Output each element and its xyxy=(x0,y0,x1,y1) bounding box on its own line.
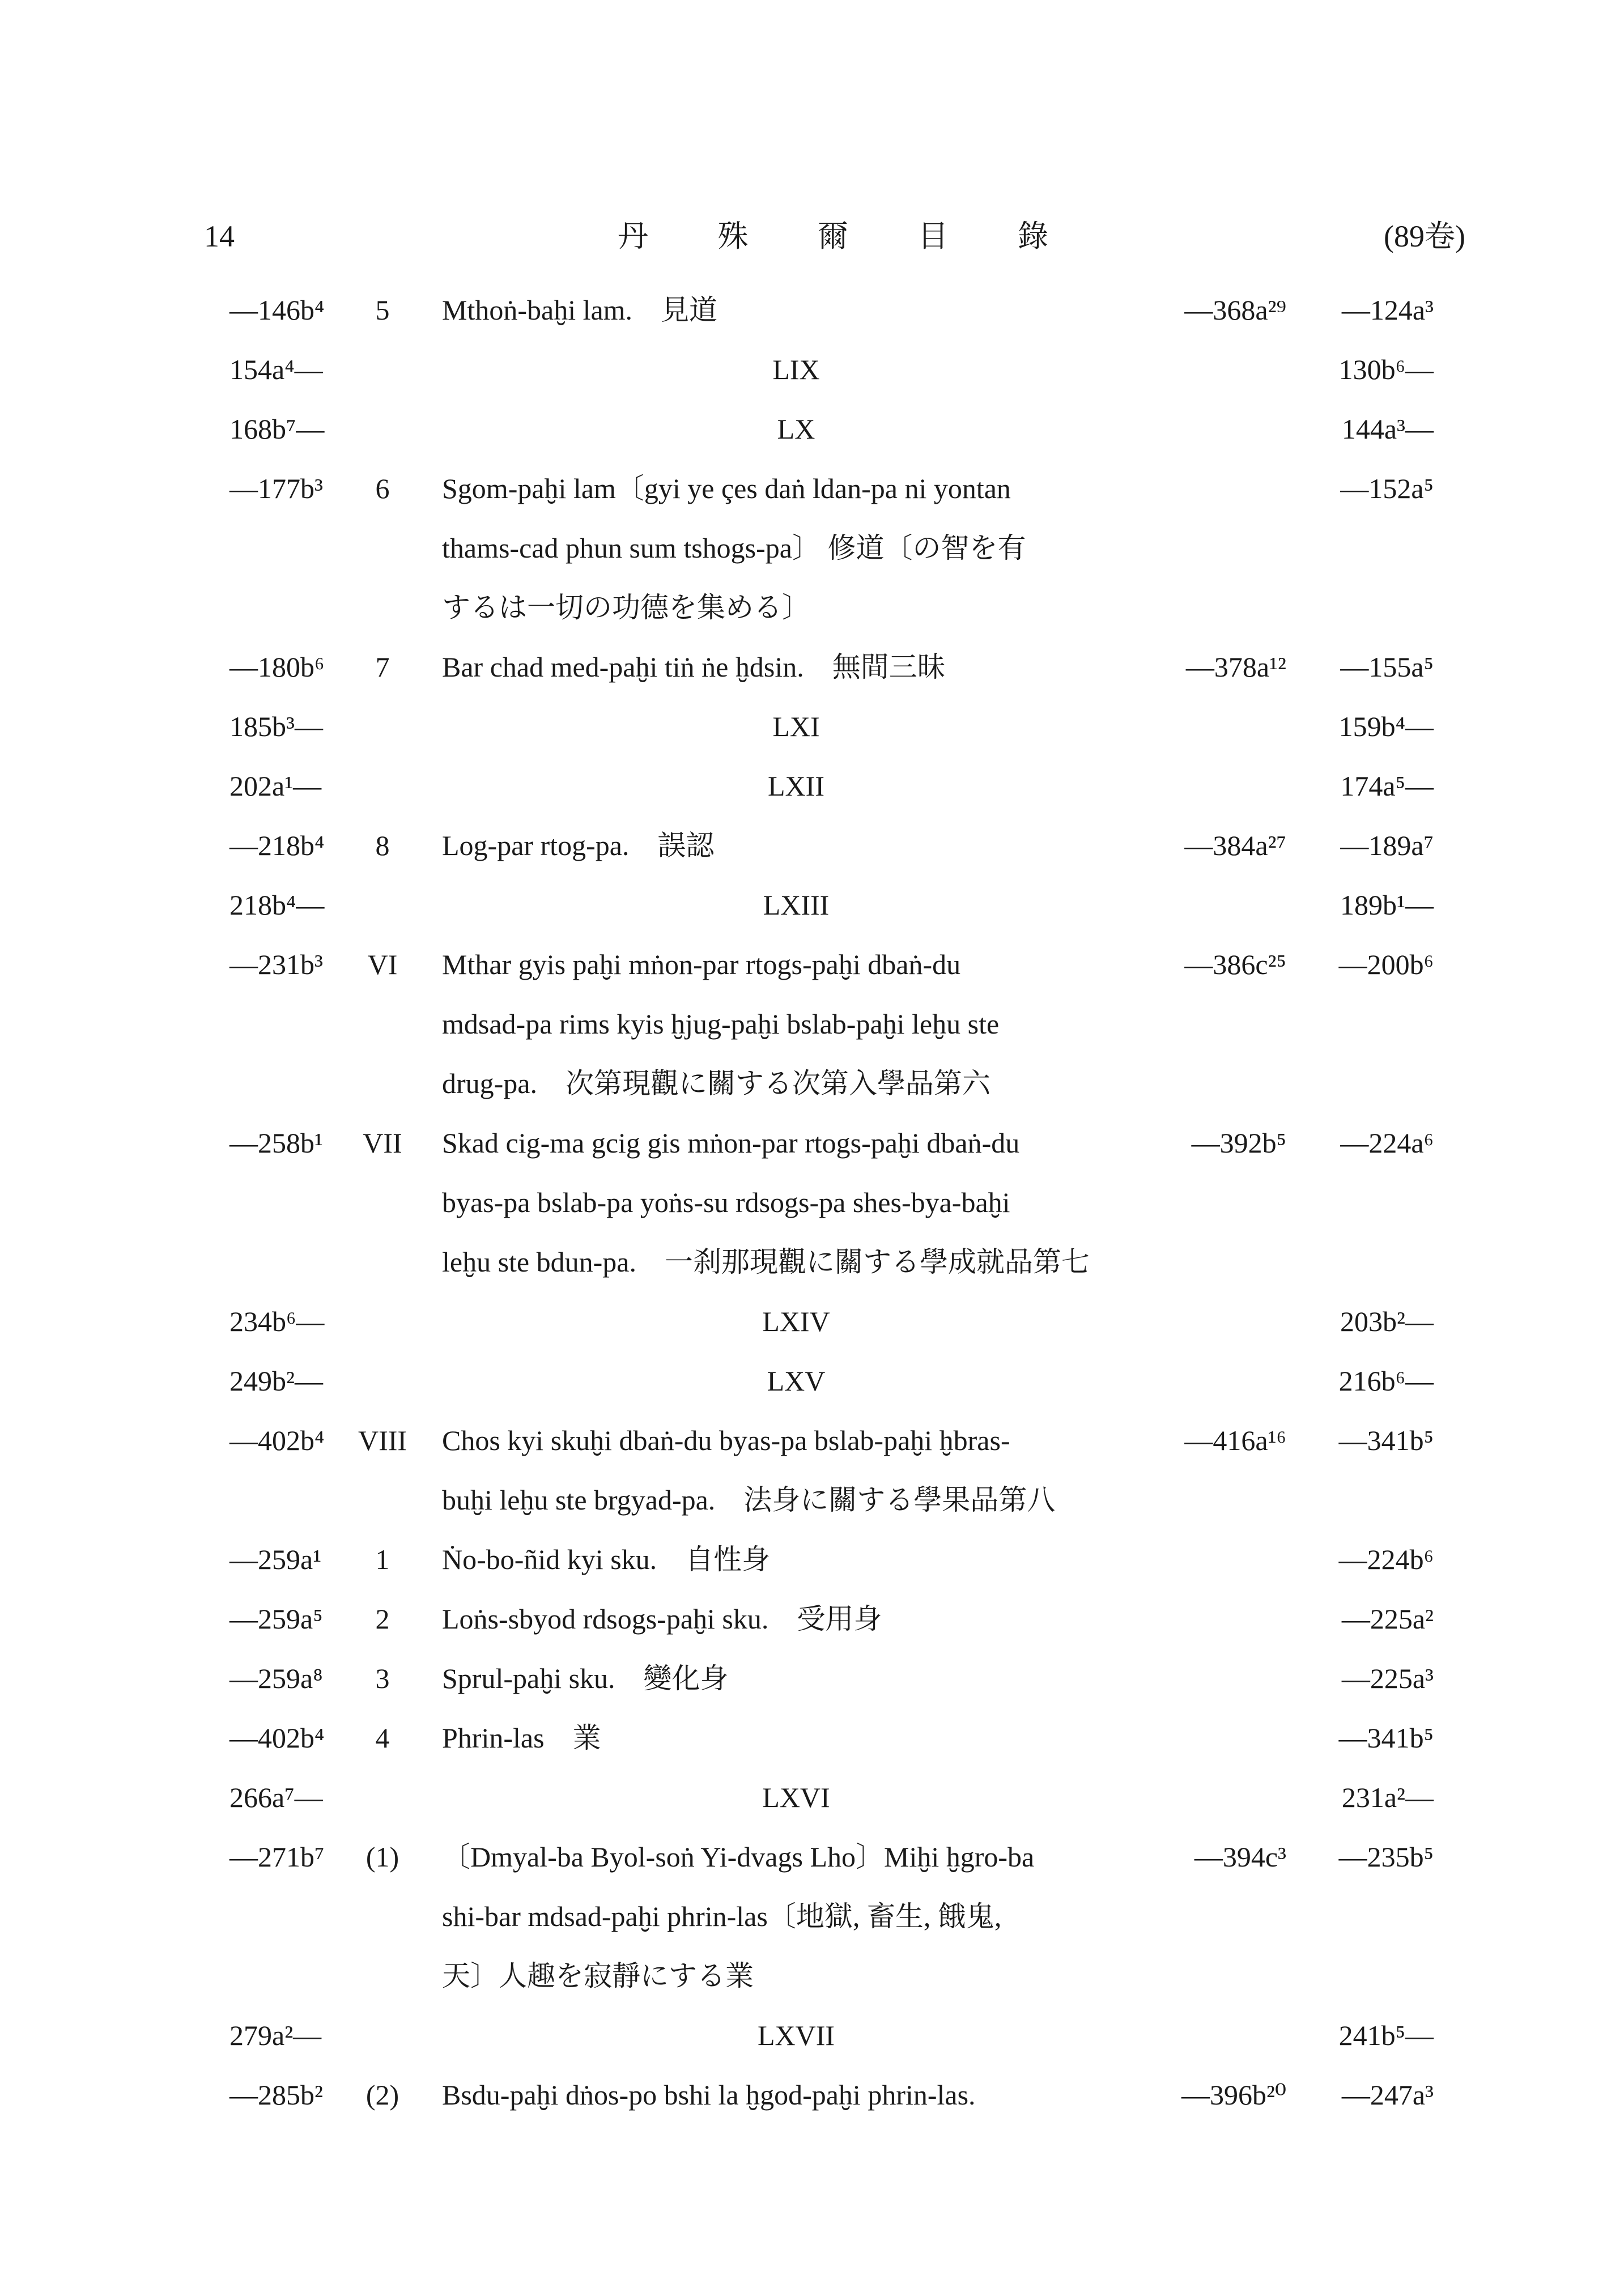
catalog-row xyxy=(0,816,1624,875)
entry-title-line: 天〕人趣を寂靜にする業 xyxy=(442,1960,754,1992)
chapter-numeral: LXVII xyxy=(757,2019,835,2051)
derge-folio: —177b³ xyxy=(229,473,323,504)
entry-title-line: thams-cad phun sum tshogs-pa〕 修道〔の智を有 xyxy=(442,532,1026,564)
catalog-row xyxy=(0,935,1624,1113)
catalog-row xyxy=(0,280,1624,340)
derge-folio: —271b⁷ xyxy=(229,1841,325,1873)
derge-folio: —402b⁴ xyxy=(229,1425,325,1456)
section-number: VI xyxy=(367,949,398,980)
taisho-reference: —368a²⁹ xyxy=(1184,294,1286,326)
section-number: 5 xyxy=(375,294,390,326)
taisho-reference: —384a²⁷ xyxy=(1184,830,1286,861)
taisho-reference: —378a¹² xyxy=(1185,651,1286,683)
catalog-row xyxy=(0,1351,1624,1411)
derge-folio: —258b¹ xyxy=(229,1127,323,1159)
catalog-row xyxy=(0,1649,1624,1708)
derge-folio: 202a¹— xyxy=(229,770,322,802)
entry-title-line: Sgom-paḫi lam〔gyi ye çes daṅ ldan-pa ni yontan xyxy=(442,473,1011,504)
section-number: 7 xyxy=(375,651,390,683)
peking-folio: 203b²— xyxy=(1340,1306,1434,1337)
section-number: 2 xyxy=(375,1603,390,1635)
peking-folio: —224a⁶ xyxy=(1340,1127,1434,1159)
volume-label: (89卷) xyxy=(1384,219,1465,253)
derge-folio: 168b⁷— xyxy=(229,413,325,445)
derge-folio: —285b² xyxy=(229,2079,323,2111)
chapter-numeral: LXVI xyxy=(762,1781,830,1813)
peking-folio: —224b⁶ xyxy=(1338,1544,1434,1575)
catalog-row xyxy=(0,2065,1624,2125)
title-char: 爾 xyxy=(818,219,848,253)
taisho-reference: —386c²⁵ xyxy=(1184,949,1286,980)
catalog-row xyxy=(0,1768,1624,1827)
taisho-reference: —394c³ xyxy=(1194,1841,1286,1873)
entry-title-line: Bsdu-paḫi dṅos-po bshi la ḫgod-paḫi phrin-las. xyxy=(442,2079,976,2111)
peking-folio: —341b⁵ xyxy=(1338,1722,1434,1754)
entry-title-line: Bar chad med-paḫi tiṅ ṅe ḫdsin. 無間三昧 xyxy=(442,651,946,683)
derge-folio: 154a⁴— xyxy=(229,354,323,385)
section-number: (2) xyxy=(365,2079,399,2111)
section-number: VII xyxy=(363,1127,402,1159)
chapter-numeral: LXII xyxy=(768,770,824,802)
entry-title-line: Log-par rtog-pa. 誤認 xyxy=(442,830,715,861)
section-number: 3 xyxy=(375,1663,390,1694)
catalog-row xyxy=(0,756,1624,816)
peking-folio: —247a³ xyxy=(1341,2079,1434,2111)
catalog-row xyxy=(0,637,1624,697)
peking-folio: —124a³ xyxy=(1341,294,1434,326)
derge-folio: 234b⁶— xyxy=(229,1306,325,1337)
page-number: 14 xyxy=(204,219,235,253)
page-title xyxy=(618,216,1048,256)
entry-title-line: Chos kyi skuḫi dbaṅ-du byas-pa bslab-paḫi ḫbras- xyxy=(442,1425,1010,1456)
derge-folio: —218b⁴ xyxy=(229,830,325,861)
catalog-row xyxy=(0,1589,1624,1649)
title-char: 丹 xyxy=(618,219,648,253)
catalog-row xyxy=(0,459,1624,637)
entry-title-line: buḫi leḫu ste brgyad-pa. 法身に關する學果品第八 xyxy=(442,1484,1056,1516)
peking-folio: 241b⁵— xyxy=(1338,2019,1434,2051)
derge-folio: —259a¹ xyxy=(229,1544,322,1575)
catalog-row xyxy=(0,1113,1624,1292)
chapter-numeral: LXI xyxy=(772,711,820,742)
section-number: 6 xyxy=(375,473,390,504)
entry-title-line: drug-pa. 次第現觀に關する次第入學品第六 xyxy=(442,1068,990,1099)
peking-folio: —200b⁶ xyxy=(1338,949,1434,980)
catalog-row xyxy=(0,1708,1624,1768)
catalog-row xyxy=(0,1827,1624,2006)
peking-folio: —235b⁵ xyxy=(1338,1841,1434,1873)
catalog-row xyxy=(0,1530,1624,1589)
peking-folio: —189a⁷ xyxy=(1340,830,1434,861)
derge-folio: 185b³— xyxy=(229,711,323,742)
peking-folio: 189b¹— xyxy=(1340,889,1434,921)
section-number: VIII xyxy=(358,1425,407,1456)
derge-folio: —146b⁴ xyxy=(229,294,325,326)
entry-title-line: Phrin-las 業 xyxy=(442,1722,601,1754)
title-char: 目 xyxy=(917,219,949,253)
section-number: 4 xyxy=(375,1722,390,1754)
derge-folio: —402b⁴ xyxy=(229,1722,325,1754)
entry-title-line: shi-bar mdsad-paḫi phrin-las〔地獄, 畜生, 餓鬼, xyxy=(442,1900,1002,1932)
chapter-numeral: LX xyxy=(777,413,815,445)
chapter-numeral: LIX xyxy=(772,354,820,385)
entry-title-line: Ṅo-bo-ñid kyi sku. 自性身 xyxy=(442,1544,771,1575)
peking-folio: 159b⁴— xyxy=(1338,711,1434,742)
derge-folio: —231b³ xyxy=(229,949,323,980)
chapter-numeral: LXIV xyxy=(762,1306,830,1337)
derge-folio: —259a⁸ xyxy=(229,1663,323,1694)
entry-title-line: するは一切の功德を集める〕 xyxy=(442,592,810,623)
catalog-row xyxy=(0,2006,1624,2065)
entry-title-line: 〔Dmyal-ba Byol-soṅ Yi-dvags Lho〕Miḫi ḫgro-ba xyxy=(442,1841,1035,1873)
entry-title-line: Mthar gyis paḫi mṅon-par rtogs-paḫi dbaṅ-du xyxy=(442,949,961,980)
catalog-row xyxy=(0,1411,1624,1530)
peking-folio: —152a⁵ xyxy=(1340,473,1434,504)
peking-folio: —225a³ xyxy=(1341,1663,1434,1694)
catalog-row xyxy=(0,1292,1624,1351)
derge-folio: 266a⁷— xyxy=(229,1781,323,1813)
catalog-row xyxy=(0,875,1624,935)
chapter-numeral: LXIII xyxy=(763,889,830,921)
entry-title-line: leḫu ste bdun-pa. 一刹那現觀に關する學成就品第七 xyxy=(442,1246,1090,1278)
taisho-reference: —396b²⁰ xyxy=(1181,2079,1286,2111)
taisho-reference: —392b⁵ xyxy=(1191,1127,1286,1159)
derge-folio: 279a²— xyxy=(229,2019,322,2051)
title-char: 錄 xyxy=(1018,219,1048,253)
peking-folio: —341b⁵ xyxy=(1338,1425,1434,1456)
section-number: 1 xyxy=(375,1544,390,1575)
chapter-numeral: LXV xyxy=(767,1365,826,1397)
derge-folio: —259a⁵ xyxy=(229,1603,323,1635)
entry-title-line: Mthoṅ-baḫi lam. 見道 xyxy=(442,294,718,326)
catalog-row xyxy=(0,399,1624,459)
derge-folio: —180b⁶ xyxy=(229,651,325,683)
catalog-row xyxy=(0,697,1624,756)
peking-folio: 216b⁶— xyxy=(1338,1365,1434,1397)
peking-folio: 130b⁶— xyxy=(1338,354,1434,385)
peking-folio: —225a² xyxy=(1341,1603,1434,1635)
peking-folio: 231a²— xyxy=(1341,1781,1434,1813)
derge-folio: 249b²— xyxy=(229,1365,323,1397)
peking-folio: 174a⁵— xyxy=(1340,770,1434,802)
peking-folio: 144a³— xyxy=(1341,413,1434,445)
section-number: 8 xyxy=(375,830,390,861)
entry-title-line: byas-pa bslab-pa yoṅs-su rdsogs-pa shes-bya-baḫi xyxy=(442,1187,1010,1218)
entry-title-line: Skad cig-ma gcig gis mṅon-par rtogs-paḫi dbaṅ-du xyxy=(442,1127,1020,1159)
section-number: (1) xyxy=(365,1841,399,1873)
entry-title-line: Loṅs-sbyod rdsogs-paḫi sku. 受用身 xyxy=(442,1603,882,1635)
catalog-row xyxy=(0,340,1624,399)
peking-folio: —155a⁵ xyxy=(1340,651,1434,683)
entry-title-line: mdsad-pa rims kyis ḫjug-paḫi bslab-paḫi leḫu ste xyxy=(442,1008,1000,1040)
derge-folio: 218b⁴— xyxy=(229,889,325,921)
taisho-reference: —416a¹⁶ xyxy=(1184,1425,1286,1456)
title-char: 殊 xyxy=(717,219,749,253)
entry-title-line: Sprul-paḫi sku. 變化身 xyxy=(442,1663,729,1694)
